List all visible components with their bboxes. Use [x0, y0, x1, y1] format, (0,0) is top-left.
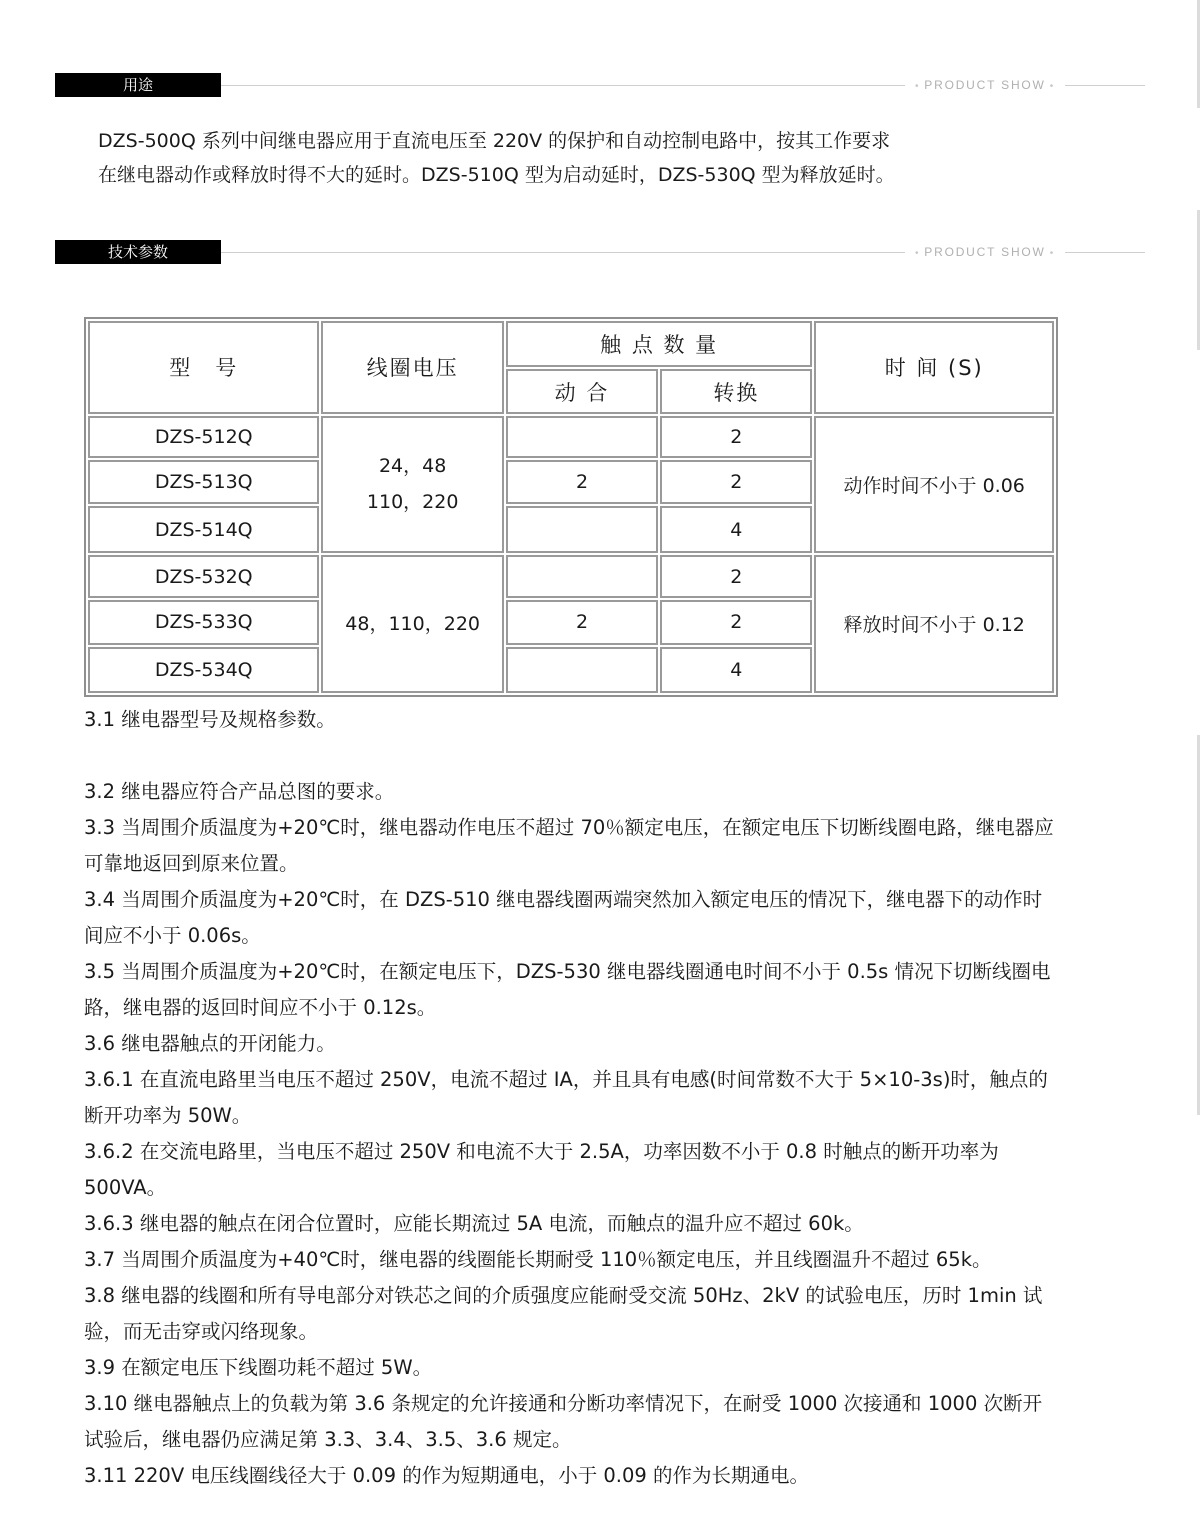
cell-model: DZS-534Q — [88, 647, 319, 693]
section-header-specs — [55, 240, 1145, 264]
cell-make: 2 — [506, 600, 658, 644]
paragraph: 3.6.1 在直流电路里当电压不超过 250V，电流不超过 IA，并且具有电感(时间常数不大于 5×10-3s)时，触点的断开功率为 50W。 — [84, 1068, 1048, 1127]
paragraph: 3.6.2 在交流电路里，当电压不超过 250V 和电流不大于 2.5A，功率因数不小于 0.8 时触点的断开功率为 500VA。 — [84, 1140, 999, 1199]
voltage-line: 110，220 — [366, 491, 459, 514]
spec-table — [84, 317, 1058, 697]
cell-changeover: 2 — [660, 416, 812, 458]
cell-changeover: 4 — [660, 647, 812, 693]
intro-line: DZS-500Q 系列中间继电器应用于直流电压至 220V 的保护和自动控制电路中，按其工作要求 — [98, 130, 891, 152]
header-make: 动 合 — [506, 369, 658, 413]
cell-make: 2 — [506, 460, 658, 504]
header-contacts: 触 点 数 量 — [506, 321, 813, 367]
cell-coil-voltage — [321, 416, 503, 553]
voltage-line: 24，48 — [378, 455, 447, 478]
cell-time: 释放时间不小于 0.12 — [814, 555, 1054, 693]
cell-make — [506, 506, 658, 552]
cell-time: 动作时间不小于 0.06 — [814, 416, 1054, 553]
section-header-usage — [55, 73, 1145, 97]
product-show-label: • PRODUCT SHOW • — [905, 245, 1065, 261]
cell-make — [506, 416, 658, 458]
paragraph: 3.8 继电器的线圈和所有导电部分对铁芯之间的介质强度应能耐受交流 50Hz、2kV 的试验电压，历时 1min 试验，而无击穿或闪络现象。 — [84, 1284, 1043, 1343]
paragraph-gap — [84, 738, 1059, 774]
product-show-label: • PRODUCT SHOW • — [905, 78, 1065, 94]
intro-text — [98, 124, 1058, 192]
header-changeover: 转换 — [660, 369, 812, 413]
paragraph: 3.7 当周围介质温度为+40℃时，继电器的线圈能长期耐受 110％额定电压，并且线圈温升不超过 65k。 — [84, 1248, 992, 1271]
cell-changeover: 2 — [660, 460, 812, 504]
cell-model: DZS-514Q — [88, 506, 319, 552]
paragraph: 3.6.3 继电器的触点在闭合位置时，应能长期流过 5A 电流，而触点的温升应不超过 60k。 — [84, 1212, 864, 1235]
paragraph: 3.4 当周围介质温度为+20℃时，在 DZS-510 继电器线圈两端突然加入额定电压的情况下，继电器下的动作时间应不小于 0.06s。 — [84, 888, 1043, 947]
cell-model: DZS-512Q — [88, 416, 319, 458]
paragraph: 3.6 继电器触点的开闭能力。 — [84, 1032, 336, 1055]
paragraph: 3.3 当周围介质温度为+20℃时，继电器动作电压不超过 70％额定电压，在额定电压下切断线圈电路，继电器应可靠地返回到原来位置。 — [84, 816, 1054, 875]
paragraph: 3.1 继电器型号及规格参数。 — [84, 708, 336, 731]
cell-changeover: 2 — [660, 600, 812, 644]
cell-make — [506, 647, 658, 693]
voltage-line: 48，110，220 — [345, 612, 481, 635]
paragraph: 3.9 在额定电压下线圈功耗不超过 5W。 — [84, 1356, 433, 1379]
header-model: 型 号 — [88, 321, 319, 414]
cell-model: DZS-533Q — [88, 600, 319, 644]
header-coil-voltage: 线圈电压 — [321, 321, 503, 414]
section-tag: 技术参数 — [55, 240, 221, 264]
cell-coil-voltage — [321, 555, 503, 693]
paragraph: 3.5 当周围介质温度为+20℃时，在额定电压下，DZS-530 继电器线圈通电时间不小于 0.5s 情况下切断线圈电路，继电器的返回时间应不小于 0.12s。 — [84, 960, 1051, 1019]
cell-make — [506, 555, 658, 598]
section-tag: 用途 — [55, 73, 221, 97]
cell-model: DZS-532Q — [88, 555, 319, 598]
spec-paragraphs — [84, 702, 1059, 1494]
paragraph: 3.11 220V 电压线圈线径大于 0.09 的作为短期通电，小于 0.09 的作为长期通电。 — [84, 1464, 810, 1487]
intro-line: 在继电器动作或释放时得不大的延时。DZS-510Q 型为启动延时，DZS-530Q 型为释放延时。 — [98, 164, 895, 186]
cell-changeover: 2 — [660, 555, 812, 598]
paragraph: 3.2 继电器应符合产品总图的要求。 — [84, 780, 395, 803]
header-time: 时 间 (S) — [814, 321, 1054, 414]
cell-changeover: 4 — [660, 506, 812, 552]
cell-model: DZS-513Q — [88, 460, 319, 504]
paragraph: 3.10 继电器触点上的负载为第 3.6 条规定的允许接通和分断功率情况下，在耐受 1000 次接通和 1000 次断开试验后，继电器仍应满足第 3.3、3.4、3.5、3.6 规定。 — [84, 1392, 1043, 1451]
